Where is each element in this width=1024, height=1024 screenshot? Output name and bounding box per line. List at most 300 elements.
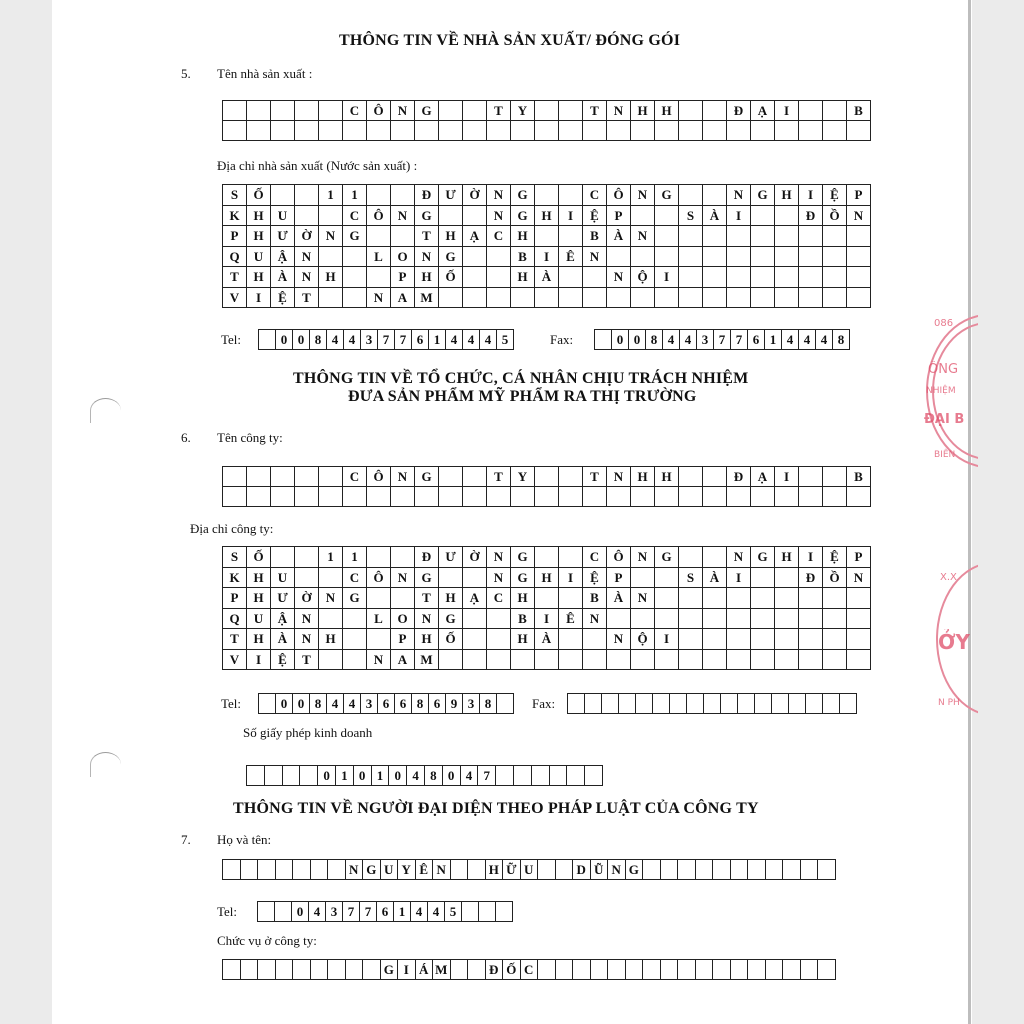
char-cell [535, 467, 559, 487]
char-cell [391, 226, 415, 247]
char-cell: 1 [343, 185, 367, 206]
char-cell [818, 860, 836, 880]
char-cell [679, 467, 703, 487]
char-cell: C [343, 568, 367, 589]
char-cell: Ệ [583, 568, 607, 589]
char-cell: N [631, 547, 655, 568]
char-cell: Ũ [591, 860, 609, 880]
char-cell [823, 247, 847, 268]
char-cell: À [607, 588, 631, 609]
char-cell [319, 568, 343, 589]
char-cell [679, 121, 703, 141]
char-cell: 4 [799, 330, 816, 350]
char-cell [439, 288, 463, 309]
char-cell [703, 547, 727, 568]
char-cell: Đ [486, 960, 504, 980]
char-cell [451, 860, 469, 880]
char-cell: À [703, 568, 727, 589]
char-cell: N [487, 568, 511, 589]
char-cell [247, 101, 271, 121]
char-cell: Ô [367, 568, 391, 589]
char-cell: Ệ [271, 288, 295, 309]
char-cell: Y [511, 467, 535, 487]
char-cell [583, 629, 607, 650]
char-cell: P [847, 547, 871, 568]
char-cell [823, 288, 847, 309]
char-cell: G [655, 185, 679, 206]
char-cell: 3 [361, 694, 378, 714]
char-cell [775, 267, 799, 288]
char-cell [343, 247, 367, 268]
char-cell [775, 247, 799, 268]
char-cell [463, 609, 487, 630]
char-cell [738, 694, 755, 714]
char-cell: I [655, 629, 679, 650]
char-cell [585, 694, 602, 714]
char-cell: 4 [428, 902, 445, 922]
char-cell: N [391, 568, 415, 589]
char-cell: 1 [319, 547, 343, 568]
char-cell [840, 694, 857, 714]
char-cell [319, 467, 343, 487]
char-cell: Ố [439, 267, 463, 288]
company-name-label: Tên công ty: [217, 430, 283, 445]
char-cell: Ờ [295, 226, 319, 247]
char-cell [655, 288, 679, 309]
char-cell: Ư [439, 547, 463, 568]
char-cell: U [247, 609, 271, 630]
char-cell: B [511, 609, 535, 630]
char-cell: I [535, 609, 559, 630]
char-cell: N [487, 547, 511, 568]
char-cell [487, 650, 511, 671]
char-cell [463, 101, 487, 121]
char-cell [775, 487, 799, 507]
char-cell: 7 [395, 330, 412, 350]
char-cell: I [799, 547, 823, 568]
char-cell: 4 [411, 902, 428, 922]
char-cell: H [247, 267, 271, 288]
char-cell [295, 467, 319, 487]
char-cell: Ộ [631, 629, 655, 650]
char-cell [367, 185, 391, 206]
char-cell [343, 288, 367, 309]
char-cell [703, 185, 727, 206]
char-cell: G [415, 206, 439, 227]
char-cell: 4 [463, 330, 480, 350]
char-cell [727, 487, 751, 507]
char-cell [463, 467, 487, 487]
char-cell: C [343, 467, 367, 487]
char-cell [751, 568, 775, 589]
char-cell [727, 226, 751, 247]
char-cell [703, 629, 727, 650]
char-cell: 9 [446, 694, 463, 714]
char-cell: A [391, 288, 415, 309]
char-cell: G [415, 101, 439, 121]
char-cell: 3 [463, 694, 480, 714]
char-cell [343, 629, 367, 650]
char-cell [343, 650, 367, 671]
char-cell [799, 650, 823, 671]
char-cell [679, 487, 703, 507]
char-cell: I [559, 568, 583, 589]
manufacturer-fax-label: Fax: [550, 332, 574, 347]
char-cell: 6 [378, 694, 395, 714]
char-cell [343, 487, 367, 507]
char-cell: N [727, 185, 751, 206]
char-cell: Ệ [271, 650, 295, 671]
char-cell: N [295, 609, 319, 630]
char-cell: N [415, 609, 439, 630]
char-cell [247, 766, 265, 786]
char-cell [653, 694, 670, 714]
char-cell [631, 650, 655, 671]
char-cell: 0 [629, 330, 646, 350]
char-cell [497, 694, 514, 714]
char-cell [607, 487, 631, 507]
char-cell: H [247, 629, 271, 650]
char-cell [391, 121, 415, 141]
char-cell [535, 288, 559, 309]
char-cell [367, 588, 391, 609]
char-cell: 0 [612, 330, 629, 350]
char-cell [535, 650, 559, 671]
char-cell [271, 121, 295, 141]
representative-tel-grid [257, 901, 513, 922]
char-cell [679, 101, 703, 121]
manufacturer-tel-label: Tel: [221, 332, 242, 347]
char-cell [799, 226, 823, 247]
char-cell [559, 101, 583, 121]
char-cell [271, 547, 295, 568]
char-cell [439, 206, 463, 227]
char-cell: I [247, 288, 271, 309]
char-cell [319, 121, 343, 141]
char-cell [799, 487, 823, 507]
char-cell [468, 960, 486, 980]
char-cell [514, 766, 532, 786]
char-cell [463, 629, 487, 650]
char-cell [818, 960, 836, 980]
char-cell [696, 960, 714, 980]
char-cell: G [381, 960, 399, 980]
char-cell [775, 609, 799, 630]
char-cell: H [631, 101, 655, 121]
char-cell [703, 650, 727, 671]
char-cell [727, 609, 751, 630]
char-cell [535, 185, 559, 206]
char-cell [727, 267, 751, 288]
char-cell: 6 [429, 694, 446, 714]
char-cell [823, 101, 847, 121]
char-cell [276, 860, 294, 880]
char-cell: Ạ [751, 467, 775, 487]
char-cell: T [415, 226, 439, 247]
char-cell: 7 [478, 766, 496, 786]
char-cell [670, 694, 687, 714]
char-cell: À [271, 629, 295, 650]
char-cell: N [847, 206, 871, 227]
char-cell: Q [223, 609, 247, 630]
char-cell: H [631, 467, 655, 487]
char-cell [703, 588, 727, 609]
char-cell: P [607, 206, 631, 227]
char-cell: Ậ [271, 247, 295, 268]
char-cell [259, 694, 276, 714]
char-cell [679, 185, 703, 206]
char-cell [655, 588, 679, 609]
char-cell: H [247, 226, 271, 247]
char-cell: O [391, 247, 415, 268]
char-cell [367, 547, 391, 568]
char-cell [727, 121, 751, 141]
char-cell: H [439, 588, 463, 609]
char-cell [496, 766, 514, 786]
char-cell: T [583, 467, 607, 487]
char-cell [258, 860, 276, 880]
char-cell [559, 121, 583, 141]
char-cell [679, 629, 703, 650]
char-cell: 4 [680, 330, 697, 350]
char-cell [679, 609, 703, 630]
char-cell: B [847, 101, 871, 121]
char-cell [655, 226, 679, 247]
char-cell [823, 694, 840, 714]
char-cell [847, 226, 871, 247]
section-5-title: THÔNG TIN VỀ NHÀ SẢN XUẤT/ ĐÓNG GÓI [339, 32, 681, 49]
char-cell: H [511, 629, 535, 650]
char-cell: G [751, 185, 775, 206]
char-cell [766, 860, 784, 880]
char-cell: N [319, 226, 343, 247]
char-cell: 4 [782, 330, 799, 350]
char-cell: Ồ [823, 568, 847, 589]
char-cell [247, 121, 271, 141]
char-cell [271, 185, 295, 206]
char-cell: G [343, 226, 367, 247]
char-cell: H [655, 467, 679, 487]
stamp-text: BIÊN [934, 450, 956, 460]
char-cell: S [223, 185, 247, 206]
char-cell: C [487, 226, 511, 247]
manufacturer-address-grid [222, 184, 871, 308]
char-cell [696, 860, 714, 880]
char-cell [295, 101, 319, 121]
char-cell: I [727, 568, 751, 589]
char-cell: Ố [503, 960, 521, 980]
char-cell: I [535, 247, 559, 268]
char-cell [799, 247, 823, 268]
char-cell: H [415, 629, 439, 650]
char-cell: H [655, 101, 679, 121]
char-cell: Ờ [463, 547, 487, 568]
char-cell [789, 694, 806, 714]
char-cell: H [415, 267, 439, 288]
char-cell [583, 267, 607, 288]
char-cell: H [439, 226, 463, 247]
char-cell [487, 288, 511, 309]
char-cell [276, 960, 294, 980]
char-cell [583, 121, 607, 141]
char-cell: T [583, 101, 607, 121]
char-cell: N [607, 467, 631, 487]
char-cell [608, 960, 626, 980]
char-cell: C [487, 588, 511, 609]
char-cell: H [247, 568, 271, 589]
char-cell: N [433, 860, 451, 880]
char-cell [703, 609, 727, 630]
char-cell [703, 288, 727, 309]
char-cell [703, 101, 727, 121]
char-cell [363, 960, 381, 980]
section-6-number: 6. [181, 430, 191, 445]
char-cell: N [583, 247, 607, 268]
char-cell [631, 568, 655, 589]
char-cell: K [223, 568, 247, 589]
char-cell: P [391, 267, 415, 288]
char-cell [823, 226, 847, 247]
representative-name-label: Họ và tên: [217, 832, 272, 847]
char-cell: T [487, 467, 511, 487]
char-cell: S [679, 206, 703, 227]
char-cell [247, 467, 271, 487]
char-cell [775, 629, 799, 650]
char-cell [721, 694, 738, 714]
char-cell: H [775, 185, 799, 206]
position-grid [222, 959, 836, 980]
char-cell: H [511, 267, 535, 288]
char-cell [295, 568, 319, 589]
char-cell: B [511, 247, 535, 268]
char-cell: G [511, 206, 535, 227]
char-cell: N [391, 101, 415, 121]
char-cell: S [679, 568, 703, 589]
char-cell: Ạ [751, 101, 775, 121]
char-cell [772, 694, 789, 714]
char-cell [823, 467, 847, 487]
char-cell [311, 960, 329, 980]
position-label: Chức vụ ở công ty: [217, 933, 317, 948]
char-cell: V [223, 650, 247, 671]
char-cell [535, 101, 559, 121]
char-cell: I [559, 206, 583, 227]
char-cell: N [487, 185, 511, 206]
char-cell: Ậ [271, 609, 295, 630]
char-cell: I [775, 467, 799, 487]
char-cell: 0 [276, 694, 293, 714]
char-cell: S [223, 547, 247, 568]
char-cell [367, 629, 391, 650]
char-cell: 4 [327, 694, 344, 714]
char-cell [806, 694, 823, 714]
char-cell [487, 609, 511, 630]
char-cell [595, 330, 612, 350]
company-seal-stamp [918, 300, 978, 740]
char-cell [775, 121, 799, 141]
char-cell: 4 [407, 766, 425, 786]
char-cell [585, 766, 603, 786]
char-cell: Ư [271, 588, 295, 609]
business-license-grid [246, 765, 603, 786]
char-cell: H [511, 226, 535, 247]
char-cell [661, 960, 679, 980]
char-cell [655, 121, 679, 141]
char-cell [295, 206, 319, 227]
char-cell [847, 609, 871, 630]
char-cell [559, 487, 583, 507]
char-cell: À [607, 226, 631, 247]
char-cell: H [775, 547, 799, 568]
stamp-text: 086 [934, 318, 954, 329]
char-cell: N [727, 547, 751, 568]
char-cell [626, 960, 644, 980]
char-cell: N [391, 206, 415, 227]
char-cell: Ô [607, 185, 631, 206]
char-cell [643, 960, 661, 980]
char-cell [328, 860, 346, 880]
char-cell [487, 121, 511, 141]
char-cell [319, 206, 343, 227]
char-cell: 3 [326, 902, 343, 922]
char-cell [415, 487, 439, 507]
char-cell [311, 860, 329, 880]
char-cell: 4 [461, 766, 479, 786]
char-cell: T [487, 101, 511, 121]
char-cell [775, 206, 799, 227]
stamp-text: ĐẠI B [924, 412, 965, 427]
char-cell: H [247, 206, 271, 227]
char-cell [275, 902, 292, 922]
char-cell [655, 206, 679, 227]
char-cell: G [511, 568, 535, 589]
char-cell [678, 960, 696, 980]
char-cell [451, 960, 469, 980]
char-cell: Ê [416, 860, 434, 880]
char-cell [775, 650, 799, 671]
char-cell [847, 267, 871, 288]
section-7-number: 7. [181, 832, 191, 847]
char-cell: N [295, 267, 319, 288]
char-cell [439, 568, 463, 589]
char-cell: Ố [247, 547, 271, 568]
char-cell [775, 568, 799, 589]
char-cell: 1 [765, 330, 782, 350]
char-cell: B [583, 226, 607, 247]
manufacturer-name-grid [222, 100, 871, 141]
char-cell: 1 [372, 766, 390, 786]
char-cell [847, 588, 871, 609]
char-cell [775, 226, 799, 247]
manufacturer-tel-grid [258, 329, 514, 350]
char-cell [823, 629, 847, 650]
char-cell: 3 [361, 330, 378, 350]
char-cell: N [631, 226, 655, 247]
char-cell: N [391, 467, 415, 487]
char-cell [223, 960, 241, 980]
char-cell: N [295, 247, 319, 268]
char-cell [583, 650, 607, 671]
char-cell: G [439, 247, 463, 268]
char-cell [258, 960, 276, 980]
char-cell [847, 487, 871, 507]
char-cell [823, 650, 847, 671]
char-cell: N [607, 101, 631, 121]
manufacturer-name-label: Tên nhà sản xuất : [217, 66, 313, 81]
char-cell: 0 [293, 694, 310, 714]
char-cell: Ô [367, 101, 391, 121]
char-cell: 7 [343, 902, 360, 922]
